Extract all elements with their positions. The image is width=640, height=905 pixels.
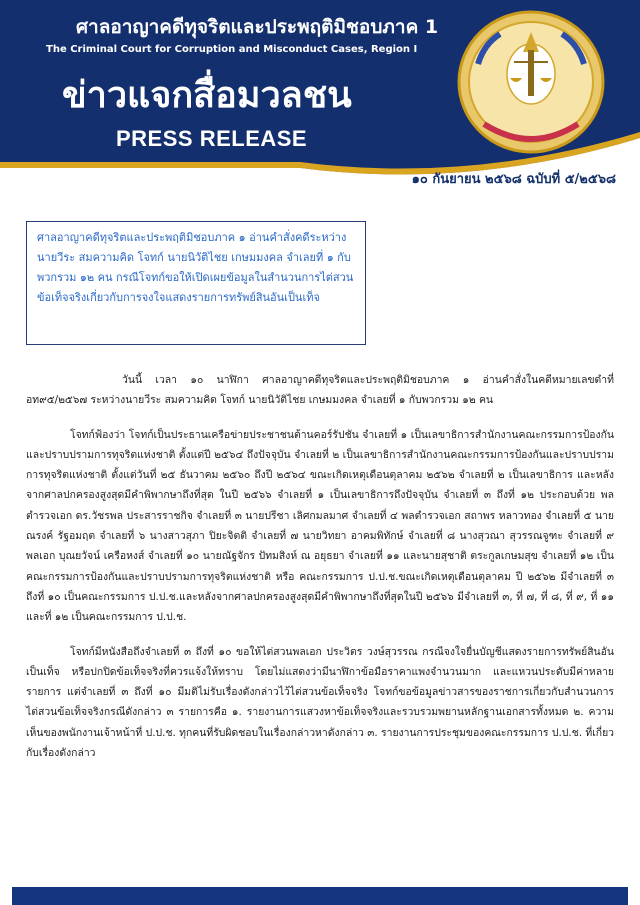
press-release-title-thai: ข่าวแจกสื่อมวลชน (62, 75, 352, 116)
summary-box: ศาลอาญาคดีทุจริตและประพฤติมิชอบภาค ๑ อ่านคำสั่งคดีระหว่าง นายวีระ สมความคิด โจทก์ นายนิวัติไชย เกษมมงคล จำเลยที่ ๑ กับพวกรวม ๑๒ คน กรณีโจทก์ขอให้เปิดเผยข้อมูลในสำนวนการไต่สวนข้อเท็จจริงเกี่ยวกับการจงใจแสดงรายการทรัพย์สินอันเป็นเท็จ (26, 221, 366, 345)
paragraph-intro: วันนี้ เวลา ๑๐ นาฬิกา ศาลอาญาคดีทุจริตและประพฤติมิชอบภาค ๑ อ่านคำสั่งในคดีหมายเลขดำที่ อท๙๕/๒๕๖๗ ระหว่างนายวีระ สมความคิด โจทก์ นายนิวัติไชย เกษมมงคล จำเลยที่ ๑ กับพวกรวม ๑๒ คน (26, 374, 614, 407)
court-name-thai: ศาลอาญาคดีทุจริตและประพฤติมิชอบภาค 1 (76, 16, 439, 38)
paragraph-complaint: โจทก์ฟ้องว่า โจทก์เป็นประธานเครือข่ายประชาชนต้านคอร์รัปชัน จำเลยที่ ๑ เป็นเลขาธิการสำนักงานคณะกรรมการป้องกันและปราบปรามการทุจริตแห่งชาติ ตั้งแต่ปี ๒๕๖๔ ถึงปัจจุบัน จำเลยที่ ๒ เป็นเลขาธิการสำนักงานคณะกรรมการป้องกันและปราบปรามการทุจริตแห่งชาติ ตั้งแต่วันที่ ๒๕ ธันวาคม ๒๕๖๐ ถึงปี ๒๕๖๔ ขณะเกิดเหตุเดือนตุลาคม ๒๕๖๒ จำเลยที่ ๒ เป็นเลขาธิการ และหลังจากศาลปกครองสูงสุดมีคำพิพากษาถึงที่สุด ในปี ๒๕๖๖ จำเลยที่ ๑ เป็นเลขาธิการถึงปัจจุบัน จำเลยที่ ๓ ถึงที่ ๑๒ ประกอบด้วย พลตำรวจเอก ดร.วัชรพล ประสารราชกิจ จำเลยที่ ๓ นายปรีชา เลิศกมลมาศ จำเลยที่ ๔ พลตำรวจเอก สถาพร หลาวทอง จำเลยที่ ๕ นายณรงค์ รัฐอมฤต จำเลยที่ ๖ นางสาวสุภา ปิยะจิตติ จำเลยที่ ๗ นายวิทยา อาคมพิทักษ์ จำเลยที่ ๘ นางสุวณา สุวรรณจูฑะ จำเลยที่ ๙ พลเอก บุณยวัจน์ เครือหงส์ จำเลยที่ ๑๐ นายณัฐจักร ปัทมสิงห์ ณ อยุธยา จำเลยที่ ๑๑ และนายสุชาติ ตระกูลเกษมสุข จำเลยที่ ๑๒ เป็นคณะกรรมการป้องกันและปราบปรามการทุจริตแห่งชาติ หรือ คณะกรรมการ ป.ป.ช.ขณะเกิดเหตุเดือนตุลาคม ปี ๒๕๖๒ มีจำเลยที่ ๓ ถึงที่ ๑๐ เป็นคณะกรรมการ ป.ป.ช.และหลังจากศาลปกครองสูงสุดมีคำพิพากษาถึงที่สุดในปี ๒๕๖๖ มีจำเลยที่ ๓, ที่ ๗, ที่ ๘, ที่ ๙, ที่ ๑๑ และที่ ๑๒ เป็นคณะกรรมการ ป.ป.ช. (26, 428, 614, 624)
court-emblem-icon (444, 4, 618, 156)
header-banner (0, 0, 640, 200)
paragraph-request: โจทก์มีหนังสือถึงจำเลยที่ ๓ ถึงที่ ๑๐ ขอให้ไต่สวนพลเอก ประวิตร วงษ์สุวรรณ กรณีจงใจยื่นบัญชีแสดงรายการทรัพย์สินอันเป็นเท็จ หรือปกปิดข้อเท็จจริงที่ควรแจ้งให้ทราบ โดยไม่แสดงว่ามีนาฬิกาข้อมือราคาแพงจำนวนมาก และแหวนประดับมีค่าหลายรายการ แต่จำเลยที่ ๓ ถึงที่ ๑๐ มีมติไม่รับเรื่องดังกล่าวไว้ไต่สวนข้อเท็จจริง โจทก์ขอข้อมูลข่าวสารของราชการเกี่ยวกับสำนวนการไต่สวนข้อเท็จจริงกรณีดังกล่าว ๓ รายการคือ ๑. รายงานการแสวงหาข้อเท็จจริงและรวบรวมพยานหลักฐานเอกสารทั้งหมด ๒. ความเห็นของพนักงานเจ้าหน้าที่ ป.ป.ช. ทุกคนที่รับผิดชอบในเรื่องกล่าวหาดังกล่าว ๓. รายงานการประชุมของคณะกรรมการ ป.ป.ช. ที่เกี่ยวกับเรื่องดังกล่าว (26, 645, 614, 760)
press-release-body (26, 370, 614, 777)
footer-bar (12, 887, 628, 905)
release-date: ๑๐ กันยายน ๒๕๖๘ ฉบับที่ ๕/๒๕๖๘ (411, 172, 616, 187)
press-release-title-english: PRESS RELEASE (116, 126, 308, 151)
court-name-english: The Criminal Court for Corruption and Misconduct Cases, Region I (46, 44, 418, 55)
